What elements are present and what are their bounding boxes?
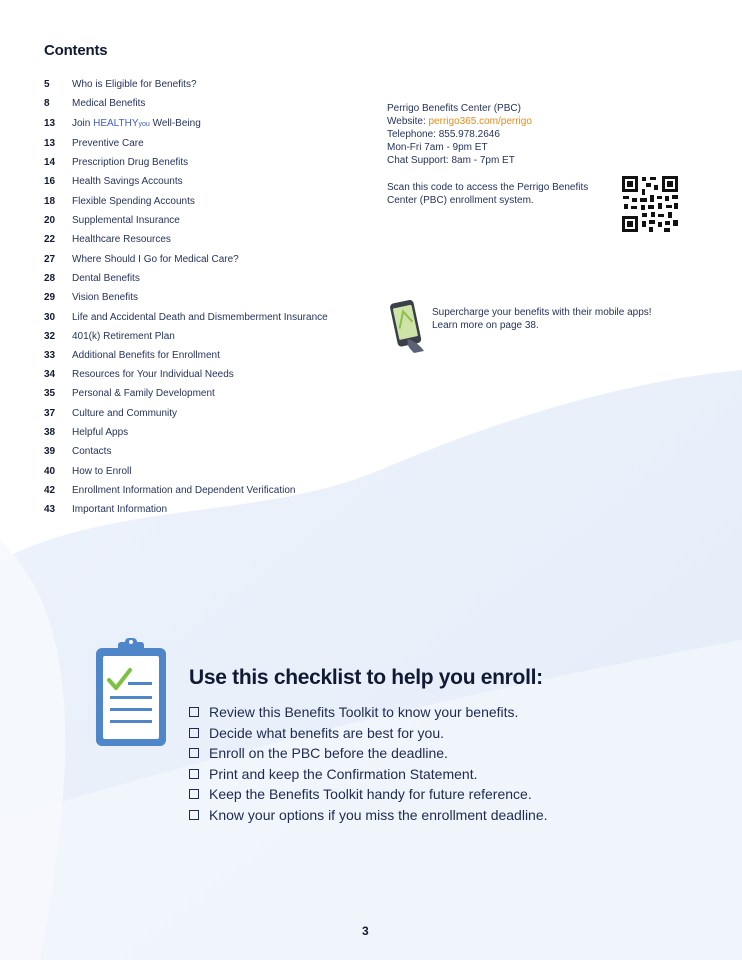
toc-label: Personal & Family Development (72, 388, 215, 400)
checklist-item[interactable] (189, 784, 649, 805)
checklist-item[interactable] (189, 805, 649, 826)
toc-item[interactable] (44, 349, 374, 362)
toc-label: Vision Benefits (72, 292, 138, 304)
toc-page-number: 13 (44, 137, 56, 149)
contents-title: Contents (44, 42, 108, 59)
toc-item[interactable] (44, 330, 374, 343)
toc-page-number: 43 (44, 504, 56, 516)
pbc-telephone: Telephone: 855.978.2646 (387, 129, 500, 140)
toc-label-suffix: Well-Being (149, 117, 201, 129)
toc-item[interactable] (44, 426, 374, 439)
toc-page-number: 16 (44, 176, 56, 188)
toc-page-number: 14 (44, 157, 56, 169)
clipboard-checklist-icon (94, 636, 168, 748)
checklist-item[interactable] (189, 743, 649, 764)
checklist-item[interactable] (189, 764, 649, 785)
checkbox[interactable] (189, 810, 199, 820)
toc-label: Where Should I Go for Medical Care? (72, 253, 239, 265)
toc-page-number: 5 (44, 79, 50, 90)
qr-scan-text: Scan this code to access the Perrigo Benefits Center (PBC) enrollment system. (387, 182, 589, 206)
toc-page-number: 42 (44, 484, 56, 496)
app-promo-text: Supercharge your benefits with their mobile apps! Learn more on page 38. (432, 307, 652, 331)
checklist-item-label: Review this Benefits Toolkit to know your benefits. (209, 704, 519, 720)
toc-item[interactable] (44, 368, 374, 381)
pbc-chat-hours: Chat Support: 8am - 7pm ET (387, 155, 515, 166)
toc-label: Culture and Community (72, 407, 178, 419)
pbc-website-line (387, 115, 597, 128)
smartphone-icon (386, 297, 428, 353)
toc-item[interactable] (44, 156, 374, 169)
checklist-item[interactable] (189, 702, 649, 723)
toc-page-number: 35 (44, 388, 56, 400)
enrollment-checklist (189, 702, 649, 825)
toc-page-number: 28 (44, 272, 56, 284)
toc-label: 401(k) Retirement Plan (72, 330, 175, 342)
toc-label: Helpful Apps (72, 427, 129, 439)
toc-label: Additional Benefits for Enrollment (72, 349, 220, 361)
toc-page-number: 22 (44, 234, 56, 246)
toc-item[interactable] (44, 195, 374, 208)
toc-label: Supplemental Insurance (72, 215, 180, 227)
pbc-hours: Mon-Fri 7am - 9pm ET (387, 142, 488, 153)
toc-label: Who is Eligible for Benefits? (72, 79, 197, 90)
toc-item[interactable] (44, 465, 374, 478)
qr-code-icon[interactable] (620, 174, 680, 234)
toc-item[interactable] (44, 407, 374, 420)
healthy-you-brand (93, 118, 150, 129)
toc-page-number: 8 (44, 98, 50, 110)
toc-label: Health Savings Accounts (72, 176, 183, 188)
brand-name: HEALTHY (93, 117, 139, 129)
checkbox[interactable] (189, 789, 199, 799)
toc-item[interactable] (44, 311, 374, 324)
checklist-item-label: Print and keep the Confirmation Statement. (209, 765, 478, 782)
toc-label: Life and Accidental Death and Dismemberment Insurance (72, 311, 328, 323)
toc-page-number: 27 (44, 253, 56, 265)
toc-item[interactable] (44, 253, 374, 266)
toc-item[interactable] (44, 137, 374, 150)
toc-page-number: 29 (44, 292, 56, 304)
checkbox[interactable] (189, 769, 199, 779)
toc-page-number: 30 (44, 311, 56, 323)
toc-label: Medical Benefits (72, 98, 146, 110)
checkbox[interactable] (189, 748, 199, 758)
toc-page-number: 33 (44, 349, 56, 361)
toc-page-number: 39 (44, 446, 56, 458)
toc-item[interactable] (44, 117, 374, 131)
toc-item[interactable] (44, 387, 374, 400)
toc-item[interactable] (44, 97, 374, 110)
toc-item[interactable] (44, 175, 374, 188)
toc-label (72, 117, 374, 131)
toc-item[interactable] (44, 445, 374, 458)
checklist-item-label: Enroll on the PBC before the deadline. (209, 745, 448, 761)
toc-page-number: 13 (44, 117, 56, 129)
pbc-name: Perrigo Benefits Center (PBC) (387, 103, 521, 114)
toc-page-number: 37 (44, 407, 56, 419)
toc-label-prefix: Join (72, 117, 94, 129)
toc-item[interactable] (44, 484, 374, 497)
toc-page-number: 18 (44, 195, 56, 207)
toc-label: Enrollment Information and Dependent Verification (72, 484, 296, 496)
toc-page-number: 34 (44, 369, 56, 381)
toc-label: Resources for Your Individual Needs (72, 369, 234, 381)
checklist-title: Use this checklist to help you enroll: (189, 666, 543, 689)
toc-label: Dental Benefits (72, 272, 140, 284)
toc-item[interactable] (44, 214, 374, 227)
checklist-item-label: Know your options if you miss the enrollment deadline. (209, 806, 548, 823)
toc-item[interactable] (44, 503, 374, 516)
toc-item[interactable] (44, 233, 374, 246)
toc-item[interactable] (44, 78, 374, 91)
page-number: 3 (362, 924, 369, 938)
toc-label: Preventive Care (72, 137, 144, 149)
checkbox[interactable] (189, 707, 199, 717)
toc-page-number: 38 (44, 427, 56, 439)
checkbox[interactable] (189, 728, 199, 738)
pbc-website-link[interactable]: perrigo365.com/perrigo (428, 116, 532, 127)
website-label: Website: (387, 116, 429, 127)
toc-page-number: 20 (44, 215, 56, 227)
toc-label: Healthcare Resources (72, 234, 171, 246)
toc-label: Prescription Drug Benefits (72, 157, 189, 169)
checklist-item-label: Keep the Benefits Toolkit handy for future reference. (209, 786, 532, 802)
checklist-item-label: Decide what benefits are best for you. (209, 724, 445, 741)
toc-label: Important Information (72, 504, 168, 516)
pbc-contact-info (387, 102, 597, 167)
toc-label: Contacts (72, 446, 112, 458)
toc-page-number: 32 (44, 330, 56, 342)
toc-label: Flexible Spending Accounts (72, 195, 195, 207)
toc-label: How to Enroll (72, 465, 132, 477)
table-of-contents (44, 78, 374, 523)
checklist-item[interactable] (189, 723, 649, 744)
toc-item[interactable] (44, 272, 374, 285)
toc-item[interactable] (44, 291, 374, 304)
brand-suffix: you (138, 120, 150, 128)
toc-page-number: 40 (44, 465, 56, 477)
